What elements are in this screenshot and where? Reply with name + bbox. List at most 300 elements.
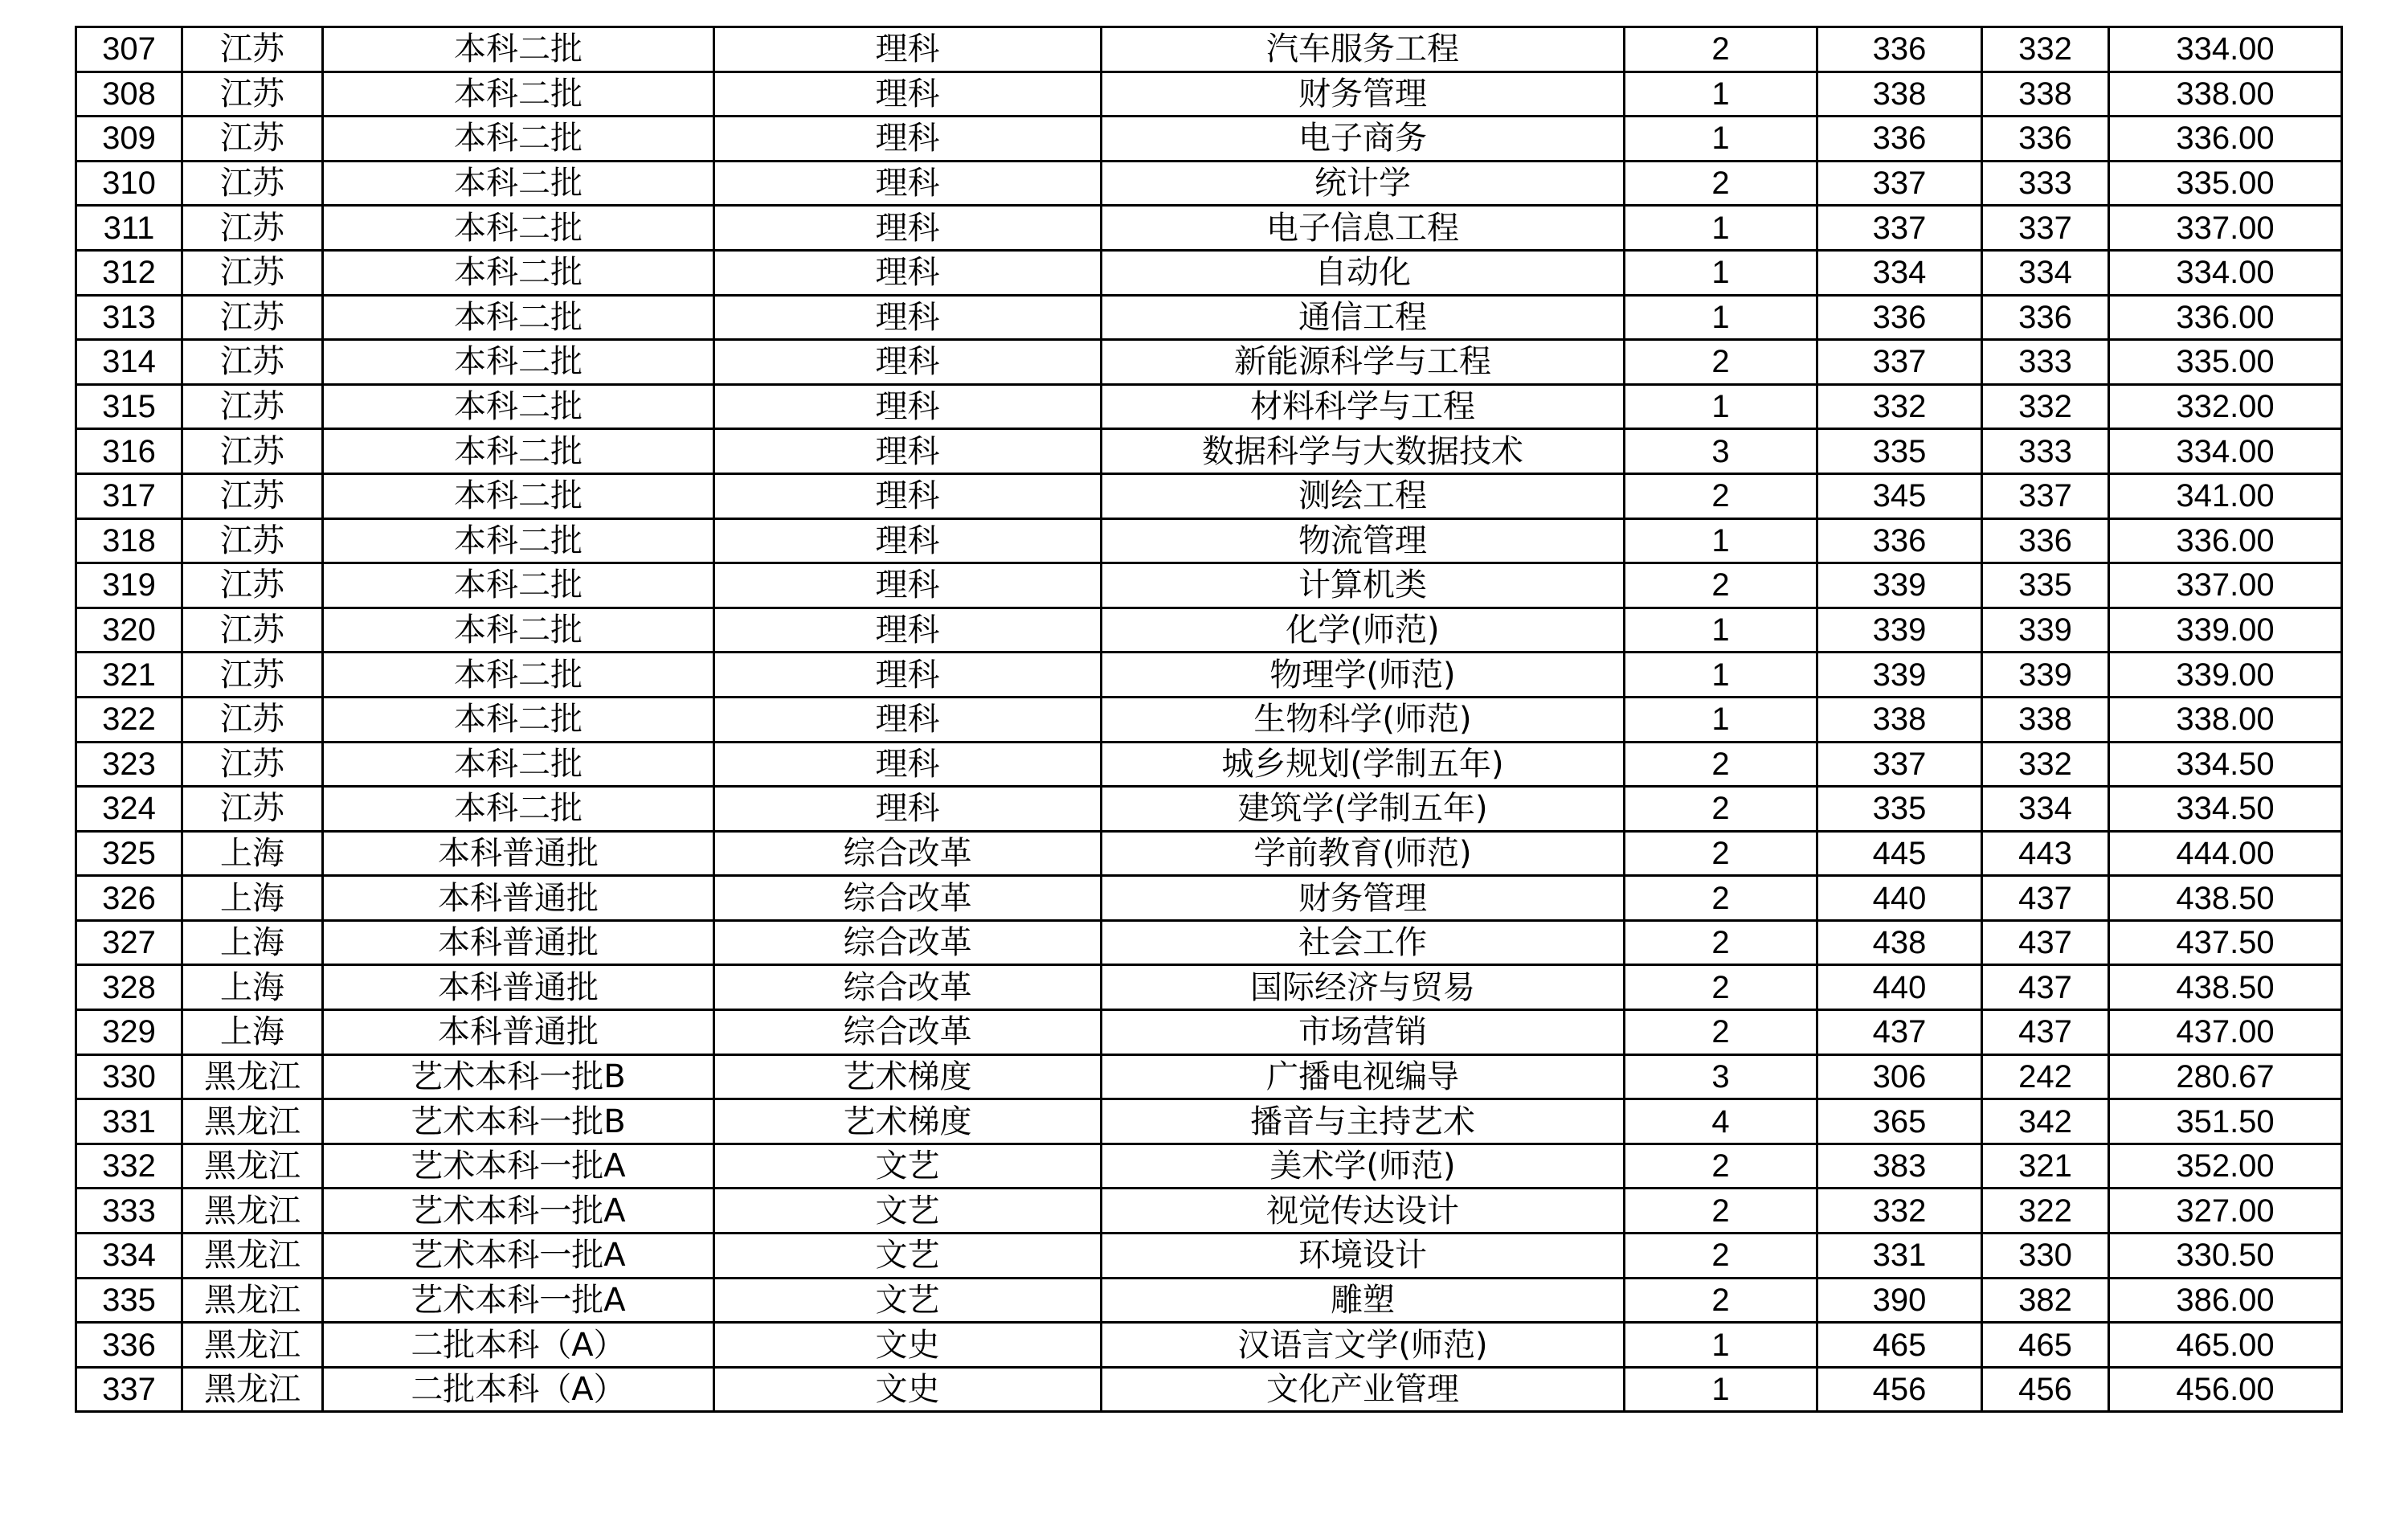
province-cell: 上海 (182, 1010, 323, 1055)
category-cell: 理科 (714, 429, 1102, 474)
batch-cell: 本科二批 (323, 295, 714, 340)
max-score-cell: 440 (1817, 876, 1982, 921)
count-cell: 2 (1625, 1234, 1817, 1279)
count-cell: 2 (1625, 1010, 1817, 1055)
major-cell: 美术学(师范) (1102, 1144, 1625, 1189)
row-number-cell: 315 (76, 384, 182, 429)
max-score-cell: 445 (1817, 831, 1982, 876)
row-number-cell: 313 (76, 295, 182, 340)
category-cell: 理科 (714, 27, 1102, 72)
major-cell: 财务管理 (1102, 72, 1625, 117)
row-number-cell: 325 (76, 831, 182, 876)
batch-cell: 本科二批 (323, 742, 714, 787)
major-cell: 社会工作 (1102, 920, 1625, 965)
major-cell: 播音与主持艺术 (1102, 1099, 1625, 1144)
province-cell: 江苏 (182, 340, 323, 385)
batch-cell: 本科二批 (323, 518, 714, 563)
min-score-cell: 437 (1982, 876, 2109, 921)
province-cell: 上海 (182, 831, 323, 876)
count-cell: 2 (1625, 876, 1817, 921)
max-score-cell: 456 (1817, 1367, 1982, 1412)
count-cell: 2 (1625, 27, 1817, 72)
avg-score-cell: 341.00 (2109, 473, 2342, 518)
province-cell: 黑龙江 (182, 1054, 323, 1099)
table-row (76, 608, 2342, 653)
batch-cell: 本科普通批 (323, 876, 714, 921)
major-cell: 测绘工程 (1102, 473, 1625, 518)
row-number-cell: 336 (76, 1323, 182, 1368)
batch-cell: 本科二批 (323, 117, 714, 162)
max-score-cell: 334 (1817, 250, 1982, 295)
count-cell: 1 (1625, 295, 1817, 340)
batch-cell: 本科普通批 (323, 920, 714, 965)
row-number-cell: 316 (76, 429, 182, 474)
max-score-cell: 339 (1817, 608, 1982, 653)
category-cell: 理科 (714, 518, 1102, 563)
row-number-cell: 308 (76, 72, 182, 117)
table-row (76, 72, 2342, 117)
max-score-cell: 339 (1817, 563, 1982, 608)
major-cell: 计算机类 (1102, 563, 1625, 608)
count-cell: 4 (1625, 1099, 1817, 1144)
min-score-cell: 334 (1982, 250, 2109, 295)
count-cell: 1 (1625, 1367, 1817, 1412)
major-cell: 新能源科学与工程 (1102, 340, 1625, 385)
province-cell: 黑龙江 (182, 1278, 323, 1323)
major-cell: 环境设计 (1102, 1234, 1625, 1279)
major-cell: 材料科学与工程 (1102, 384, 1625, 429)
row-number-cell: 326 (76, 876, 182, 921)
major-cell: 建筑学(学制五年) (1102, 787, 1625, 832)
min-score-cell: 437 (1982, 920, 2109, 965)
max-score-cell: 337 (1817, 206, 1982, 251)
province-cell: 江苏 (182, 206, 323, 251)
province-cell: 江苏 (182, 742, 323, 787)
province-cell: 上海 (182, 876, 323, 921)
province-cell: 江苏 (182, 473, 323, 518)
batch-cell: 本科二批 (323, 473, 714, 518)
table-row (76, 518, 2342, 563)
province-cell: 江苏 (182, 72, 323, 117)
count-cell: 2 (1625, 473, 1817, 518)
avg-score-cell: 330.50 (2109, 1234, 2342, 1279)
category-cell: 理科 (714, 742, 1102, 787)
avg-score-cell: 437.00 (2109, 1010, 2342, 1055)
min-score-cell: 338 (1982, 697, 2109, 742)
min-score-cell: 336 (1982, 117, 2109, 162)
avg-score-cell: 334.50 (2109, 787, 2342, 832)
row-number-cell: 324 (76, 787, 182, 832)
min-score-cell: 332 (1982, 742, 2109, 787)
batch-cell: 本科二批 (323, 206, 714, 251)
max-score-cell: 345 (1817, 473, 1982, 518)
category-cell: 文史 (714, 1323, 1102, 1368)
max-score-cell: 332 (1817, 1189, 1982, 1234)
count-cell: 1 (1625, 384, 1817, 429)
max-score-cell: 338 (1817, 72, 1982, 117)
major-cell: 城乡规划(学制五年) (1102, 742, 1625, 787)
row-number-cell: 310 (76, 161, 182, 206)
province-cell: 江苏 (182, 117, 323, 162)
min-score-cell: 437 (1982, 1010, 2109, 1055)
avg-score-cell: 334.00 (2109, 250, 2342, 295)
count-cell: 1 (1625, 117, 1817, 162)
avg-score-cell: 334.00 (2109, 429, 2342, 474)
count-cell: 3 (1625, 1054, 1817, 1099)
major-cell: 物理学(师范) (1102, 653, 1625, 698)
count-cell: 1 (1625, 697, 1817, 742)
row-number-cell: 332 (76, 1144, 182, 1189)
row-number-cell: 323 (76, 742, 182, 787)
major-cell: 统计学 (1102, 161, 1625, 206)
avg-score-cell: 438.50 (2109, 876, 2342, 921)
table-row (76, 1367, 2342, 1412)
province-cell: 江苏 (182, 384, 323, 429)
batch-cell: 本科二批 (323, 384, 714, 429)
province-cell: 江苏 (182, 697, 323, 742)
count-cell: 2 (1625, 965, 1817, 1010)
max-score-cell: 332 (1817, 384, 1982, 429)
batch-cell: 本科二批 (323, 608, 714, 653)
avg-score-cell: 332.00 (2109, 384, 2342, 429)
max-score-cell: 365 (1817, 1099, 1982, 1144)
min-score-cell: 333 (1982, 161, 2109, 206)
table-row (76, 920, 2342, 965)
count-cell: 1 (1625, 1323, 1817, 1368)
row-number-cell: 329 (76, 1010, 182, 1055)
row-number-cell: 321 (76, 653, 182, 698)
table-row (76, 250, 2342, 295)
row-number-cell: 331 (76, 1099, 182, 1144)
avg-score-cell: 352.00 (2109, 1144, 2342, 1189)
row-number-cell: 328 (76, 965, 182, 1010)
count-cell: 1 (1625, 653, 1817, 698)
category-cell: 理科 (714, 295, 1102, 340)
row-number-cell: 330 (76, 1054, 182, 1099)
major-cell: 生物科学(师范) (1102, 697, 1625, 742)
table-row (76, 1278, 2342, 1323)
table-row (76, 876, 2342, 921)
major-cell: 汽车服务工程 (1102, 27, 1625, 72)
count-cell: 1 (1625, 518, 1817, 563)
category-cell: 文史 (714, 1367, 1102, 1412)
table-row (76, 1234, 2342, 1279)
avg-score-cell: 338.00 (2109, 697, 2342, 742)
avg-score-cell: 351.50 (2109, 1099, 2342, 1144)
batch-cell: 艺术本科一批A (323, 1189, 714, 1234)
avg-score-cell: 437.50 (2109, 920, 2342, 965)
major-cell: 文化产业管理 (1102, 1367, 1625, 1412)
avg-score-cell: 327.00 (2109, 1189, 2342, 1234)
max-score-cell: 336 (1817, 295, 1982, 340)
major-cell: 广播电视编导 (1102, 1054, 1625, 1099)
province-cell: 江苏 (182, 653, 323, 698)
major-cell: 雕塑 (1102, 1278, 1625, 1323)
count-cell: 2 (1625, 1278, 1817, 1323)
max-score-cell: 336 (1817, 117, 1982, 162)
category-cell: 理科 (714, 117, 1102, 162)
row-number-cell: 318 (76, 518, 182, 563)
min-score-cell: 339 (1982, 608, 2109, 653)
table-row (76, 384, 2342, 429)
batch-cell: 本科二批 (323, 340, 714, 385)
province-cell: 江苏 (182, 250, 323, 295)
max-score-cell: 336 (1817, 27, 1982, 72)
min-score-cell: 339 (1982, 653, 2109, 698)
min-score-cell: 333 (1982, 340, 2109, 385)
count-cell: 2 (1625, 742, 1817, 787)
province-cell: 江苏 (182, 518, 323, 563)
table-row (76, 1323, 2342, 1368)
count-cell: 2 (1625, 161, 1817, 206)
min-score-cell: 321 (1982, 1144, 2109, 1189)
max-score-cell: 390 (1817, 1278, 1982, 1323)
batch-cell: 本科二批 (323, 250, 714, 295)
category-cell: 综合改革 (714, 1010, 1102, 1055)
category-cell: 理科 (714, 697, 1102, 742)
batch-cell: 本科普通批 (323, 965, 714, 1010)
row-number-cell: 327 (76, 920, 182, 965)
batch-cell: 本科二批 (323, 161, 714, 206)
count-cell: 1 (1625, 250, 1817, 295)
province-cell: 江苏 (182, 563, 323, 608)
avg-score-cell: 337.00 (2109, 206, 2342, 251)
row-number-cell: 335 (76, 1278, 182, 1323)
batch-cell: 本科二批 (323, 697, 714, 742)
max-score-cell: 339 (1817, 653, 1982, 698)
min-score-cell: 437 (1982, 965, 2109, 1010)
count-cell: 3 (1625, 429, 1817, 474)
avg-score-cell: 335.00 (2109, 340, 2342, 385)
batch-cell: 本科二批 (323, 787, 714, 832)
batch-cell: 二批本科（A） (323, 1367, 714, 1412)
table-body (76, 27, 2342, 1412)
province-cell: 江苏 (182, 161, 323, 206)
table-row (76, 653, 2342, 698)
category-cell: 理科 (714, 206, 1102, 251)
min-score-cell: 330 (1982, 1234, 2109, 1279)
min-score-cell: 342 (1982, 1099, 2109, 1144)
table-row (76, 429, 2342, 474)
table-row (76, 831, 2342, 876)
major-cell: 视觉传达设计 (1102, 1189, 1625, 1234)
category-cell: 文艺 (714, 1189, 1102, 1234)
table-row (76, 1054, 2342, 1099)
major-cell: 电子商务 (1102, 117, 1625, 162)
row-number-cell: 307 (76, 27, 182, 72)
table-row (76, 117, 2342, 162)
category-cell: 理科 (714, 250, 1102, 295)
province-cell: 黑龙江 (182, 1099, 323, 1144)
min-score-cell: 336 (1982, 518, 2109, 563)
avg-score-cell: 339.00 (2109, 653, 2342, 698)
table-row (76, 742, 2342, 787)
table-row (76, 1010, 2342, 1055)
category-cell: 理科 (714, 563, 1102, 608)
category-cell: 理科 (714, 787, 1102, 832)
batch-cell: 本科普通批 (323, 1010, 714, 1055)
table-row (76, 1144, 2342, 1189)
major-cell: 电子信息工程 (1102, 206, 1625, 251)
avg-score-cell: 334.00 (2109, 27, 2342, 72)
major-cell: 数据科学与大数据技术 (1102, 429, 1625, 474)
avg-score-cell: 456.00 (2109, 1367, 2342, 1412)
min-score-cell: 337 (1982, 473, 2109, 518)
batch-cell: 艺术本科一批A (323, 1278, 714, 1323)
major-cell: 通信工程 (1102, 295, 1625, 340)
category-cell: 综合改革 (714, 965, 1102, 1010)
max-score-cell: 337 (1817, 742, 1982, 787)
major-cell: 国际经济与贸易 (1102, 965, 1625, 1010)
major-cell: 自动化 (1102, 250, 1625, 295)
table-row (76, 161, 2342, 206)
min-score-cell: 242 (1982, 1054, 2109, 1099)
batch-cell: 艺术本科一批B (323, 1099, 714, 1144)
category-cell: 理科 (714, 473, 1102, 518)
count-cell: 2 (1625, 340, 1817, 385)
avg-score-cell: 386.00 (2109, 1278, 2342, 1323)
max-score-cell: 335 (1817, 429, 1982, 474)
row-number-cell: 314 (76, 340, 182, 385)
category-cell: 理科 (714, 608, 1102, 653)
province-cell: 上海 (182, 920, 323, 965)
avg-score-cell: 280.67 (2109, 1054, 2342, 1099)
row-number-cell: 333 (76, 1189, 182, 1234)
category-cell: 理科 (714, 340, 1102, 385)
max-score-cell: 337 (1817, 161, 1982, 206)
max-score-cell: 437 (1817, 1010, 1982, 1055)
avg-score-cell: 336.00 (2109, 117, 2342, 162)
province-cell: 黑龙江 (182, 1189, 323, 1234)
min-score-cell: 443 (1982, 831, 2109, 876)
avg-score-cell: 337.00 (2109, 563, 2342, 608)
category-cell: 理科 (714, 384, 1102, 429)
max-score-cell: 306 (1817, 1054, 1982, 1099)
min-score-cell: 336 (1982, 295, 2109, 340)
major-cell: 汉语言文学(师范) (1102, 1323, 1625, 1368)
min-score-cell: 382 (1982, 1278, 2109, 1323)
row-number-cell: 311 (76, 206, 182, 251)
table-row (76, 1189, 2342, 1234)
row-number-cell: 322 (76, 697, 182, 742)
min-score-cell: 332 (1982, 27, 2109, 72)
min-score-cell: 337 (1982, 206, 2109, 251)
table-row (76, 295, 2342, 340)
major-cell: 物流管理 (1102, 518, 1625, 563)
count-cell: 1 (1625, 72, 1817, 117)
count-cell: 2 (1625, 563, 1817, 608)
avg-score-cell: 339.00 (2109, 608, 2342, 653)
category-cell: 综合改革 (714, 920, 1102, 965)
province-cell: 黑龙江 (182, 1367, 323, 1412)
category-cell: 文艺 (714, 1278, 1102, 1323)
province-cell: 江苏 (182, 27, 323, 72)
batch-cell: 本科二批 (323, 72, 714, 117)
max-score-cell: 331 (1817, 1234, 1982, 1279)
table-row (76, 563, 2342, 608)
avg-score-cell: 334.50 (2109, 742, 2342, 787)
min-score-cell: 332 (1982, 384, 2109, 429)
count-cell: 2 (1625, 831, 1817, 876)
row-number-cell: 312 (76, 250, 182, 295)
row-number-cell: 320 (76, 608, 182, 653)
major-cell: 财务管理 (1102, 876, 1625, 921)
min-score-cell: 335 (1982, 563, 2109, 608)
table-row (76, 697, 2342, 742)
major-cell: 学前教育(师范) (1102, 831, 1625, 876)
max-score-cell: 337 (1817, 340, 1982, 385)
category-cell: 综合改革 (714, 831, 1102, 876)
table-row (76, 340, 2342, 385)
category-cell: 艺术梯度 (714, 1099, 1102, 1144)
province-cell: 上海 (182, 965, 323, 1010)
avg-score-cell: 336.00 (2109, 518, 2342, 563)
max-score-cell: 383 (1817, 1144, 1982, 1189)
admission-score-table (75, 26, 2343, 1413)
category-cell: 综合改革 (714, 876, 1102, 921)
min-score-cell: 322 (1982, 1189, 2109, 1234)
max-score-cell: 440 (1817, 965, 1982, 1010)
province-cell: 江苏 (182, 608, 323, 653)
category-cell: 理科 (714, 161, 1102, 206)
min-score-cell: 456 (1982, 1367, 2109, 1412)
row-number-cell: 317 (76, 473, 182, 518)
avg-score-cell: 336.00 (2109, 295, 2342, 340)
batch-cell: 艺术本科一批A (323, 1144, 714, 1189)
province-cell: 黑龙江 (182, 1323, 323, 1368)
max-score-cell: 438 (1817, 920, 1982, 965)
batch-cell: 艺术本科一批A (323, 1234, 714, 1279)
avg-score-cell: 335.00 (2109, 161, 2342, 206)
count-cell: 2 (1625, 1189, 1817, 1234)
count-cell: 1 (1625, 206, 1817, 251)
min-score-cell: 465 (1982, 1323, 2109, 1368)
category-cell: 理科 (714, 72, 1102, 117)
avg-score-cell: 444.00 (2109, 831, 2342, 876)
row-number-cell: 334 (76, 1234, 182, 1279)
score-sheet (75, 26, 2341, 1413)
max-score-cell: 336 (1817, 518, 1982, 563)
batch-cell: 本科二批 (323, 27, 714, 72)
min-score-cell: 338 (1982, 72, 2109, 117)
table-row (76, 965, 2342, 1010)
table-row (76, 206, 2342, 251)
province-cell: 江苏 (182, 787, 323, 832)
avg-score-cell: 438.50 (2109, 965, 2342, 1010)
table-row (76, 1099, 2342, 1144)
max-score-cell: 465 (1817, 1323, 1982, 1368)
count-cell: 2 (1625, 1144, 1817, 1189)
min-score-cell: 334 (1982, 787, 2109, 832)
batch-cell: 二批本科（A） (323, 1323, 714, 1368)
max-score-cell: 338 (1817, 697, 1982, 742)
batch-cell: 本科二批 (323, 653, 714, 698)
count-cell: 2 (1625, 920, 1817, 965)
province-cell: 黑龙江 (182, 1144, 323, 1189)
category-cell: 文艺 (714, 1144, 1102, 1189)
batch-cell: 本科普通批 (323, 831, 714, 876)
province-cell: 江苏 (182, 295, 323, 340)
min-score-cell: 333 (1982, 429, 2109, 474)
row-number-cell: 337 (76, 1367, 182, 1412)
batch-cell: 本科二批 (323, 429, 714, 474)
category-cell: 艺术梯度 (714, 1054, 1102, 1099)
category-cell: 理科 (714, 653, 1102, 698)
max-score-cell: 335 (1817, 787, 1982, 832)
category-cell: 文艺 (714, 1234, 1102, 1279)
count-cell: 2 (1625, 787, 1817, 832)
batch-cell: 艺术本科一批B (323, 1054, 714, 1099)
